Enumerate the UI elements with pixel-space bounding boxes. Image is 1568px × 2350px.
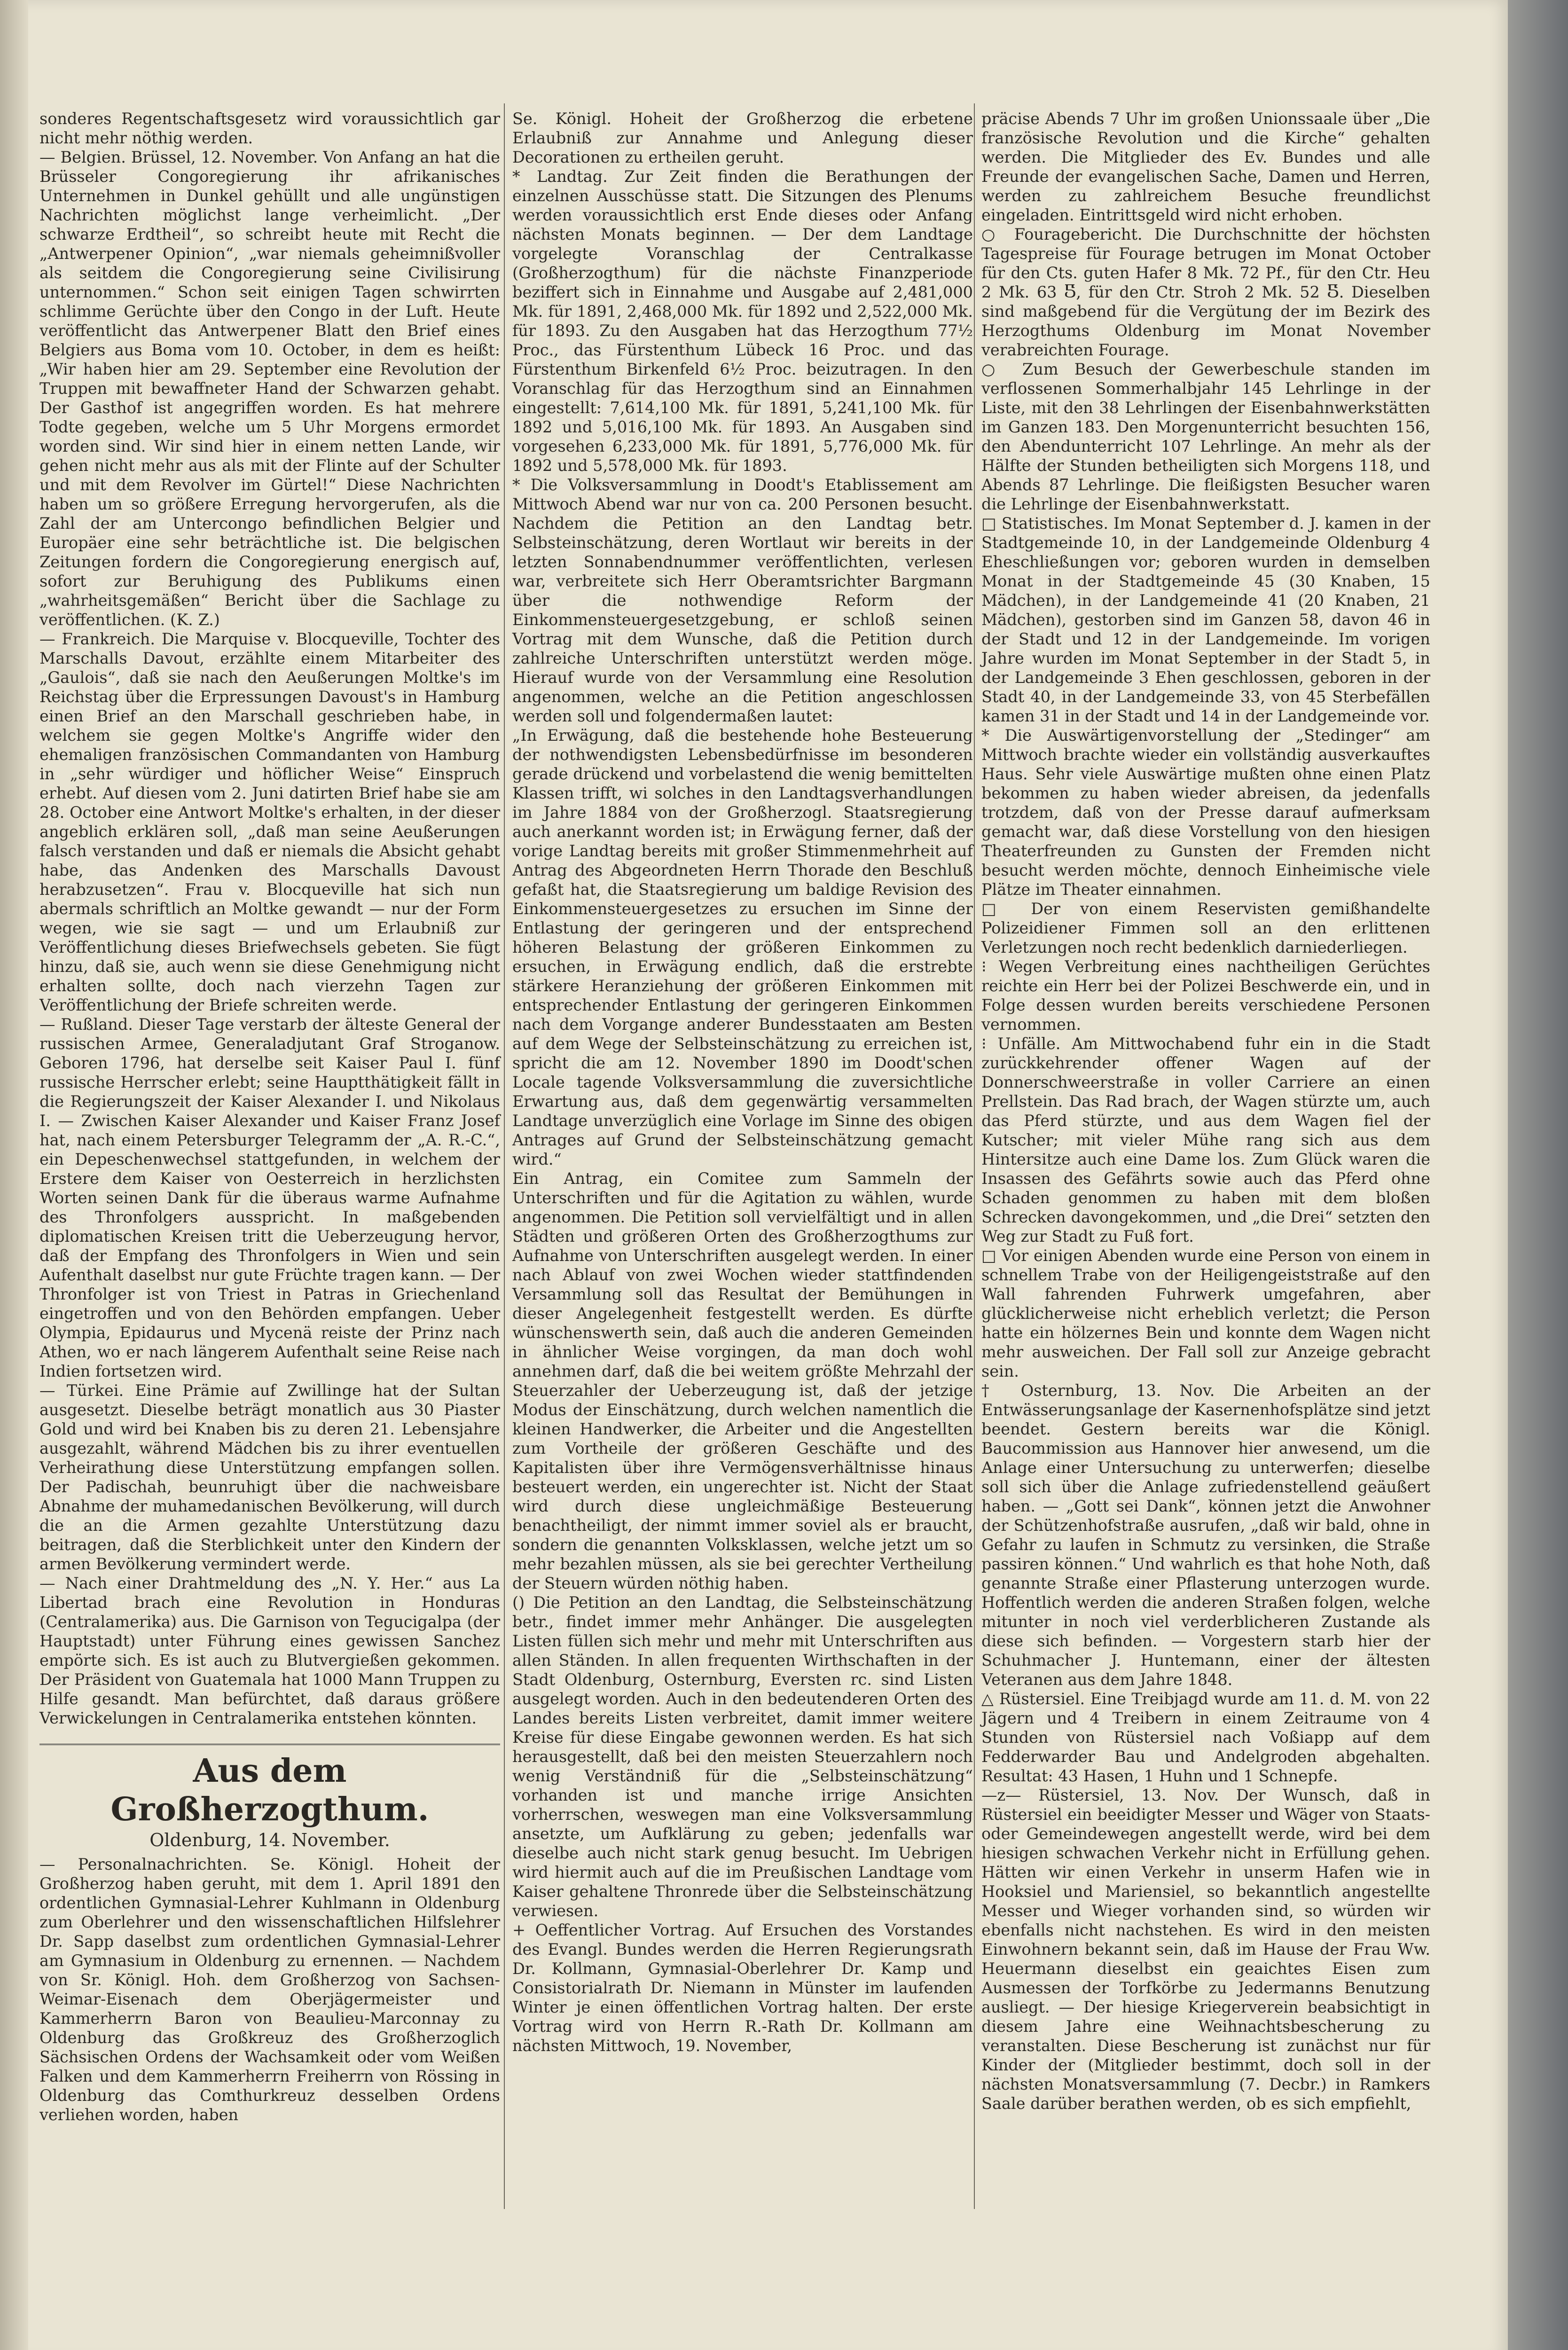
column-3 — [981, 109, 1430, 2113]
paragraph: * Die Volksversammlung in Doodt's Etablissement am Mittwoch Abend war nur von ca. 200 Personen besucht. Nachdem die Petition an den Landtag betr. Selbsteinschätzung, deren Wortlaut wir bereits in der letzten Sonnabendnummer veröffentlichten, verlesen war, verbreitete sich Herr Oberamtsrichter Bargmann über die nothwendige Reform der Einkommensteuergesetzgebung, er schloß seinen Vortrag mit dem Wunsche, daß die Petition durch zahlreiche Unterschriften unterstützt werden möge. Hierauf wurde von der Versammlung eine Resolution angenommen, welche an die Petition angeschlossen werden soll und folgendermaßen lautet: — [512, 476, 973, 725]
paragraph: □ Statistisches. Im Monat September d. J. kamen in der Stadtgemeinde 10, in der Landgemeinde Oldenburg 4 Eheschließungen vor; geboren wurden in demselben Monat in der Stadtgemeinde 45 (30 Knaben, 15 Mädchen), in der Landgemeinde 41 (20 Knaben, 21 Mädchen), gestorben sind im Ganzen 58, davon 46 in der Stadt und 12 in der Landgemeinde. Im vorigen Jahre wurden im Monat September in der Stadt 5, in der Landgemeinde 3 Ehen geschlossen, geboren in der Stadt 40, in der Landgemeinde 33, von 45 Sterbefällen kamen 31 in der Stadt und 14 in der Landgemeinde vor. — [981, 514, 1430, 725]
page-binding — [0, 0, 28, 2350]
paragraph: Se. Königl. Hoheit der Großherzog die erbetene Erlaubniß zur Annahme und Anlegung dieser Decorationen zu ertheilen geruht. — [512, 110, 973, 166]
paragraph: —z— Rüstersiel, 13. Nov. Der Wunsch, daß in Rüstersiel ein beeidigter Messer und Wäger von Staats- oder Gemeindewegen angestellt werde, wird bei dem hiesigen schwachen Verkehr nicht in Erfüllung gehen. Hätten wir einen Verkehr in unserm Hafen wie in Hooksiel und Mariensiel, so bekanntlich angestellte Messer und Wieger vorhanden sind, so würden wir ebenfalls nicht nachstehen. Es wird in den meisten Einwohnern bekannt sein, daß im Hause der Frau Ww. Heuermann dieselbst ein geaichtes Eisen zum Ausmessen der Torfkörbe zu Jedermanns Benutzung ausliegt. — Der hiesige Kriegerverein beabsichtigt in diesem Jahre eine Weihnachtsbescherung zu veranstalten. Diese Bescherung ist zunächst nur für Kinder der (Mitglieder bestimmt, doch soll in der nächsten Monatsversammlung (7. Decbr.) in Ramkers Saale darüber berathen werden, ob es sich empfiehlt, — [981, 1786, 1430, 2113]
paragraph: — Personalnachrichten. Se. Königl. Hoheit der Großherzog haben geruht, mit dem 1. April 1891 den ordentlichen Gymnasial-Lehrer Kuhlmann in Oldenburg zum Oberlehrer und den wissenschaftlichen Hilfslehrer Dr. Sapp daselbst zum ordentlichen Gymnasial-Lehrer am Gymnasium in Oldenburg zu ernennen. — Nachdem von Sr. Königl. Hoh. dem Großherzog von Sachsen-Weimar-Eisenach dem Oberjägermeister und Kammerherrn Baron von Beaulieu-Marconnay zu Oldenburg das Großkreuz des Großherzoglich Sächsischen Ordens der Wachsamkeit oder vom Weißen Falken und dem Kammerherrn Freiherrn von Rössing in Oldenburg das Comthurkreuz desselben Ordens verliehen worden, haben — [39, 1855, 500, 2124]
column-rule — [974, 103, 975, 2209]
paragraph: Ein Antrag, ein Comitee zum Sammeln der Unterschriften und für die Agitation zu wählen, wurde angenommen. Die Petition soll vervielfältigt und in allen Städten und größeren Orten des Großherzogthums zur Aufnahme von Unterschriften ausgelegt werden. In einer nach Ablauf von zwei Wochen wieder stattfindenden Versammlung soll das Resultat der Bemühungen in dieser Angelegenheit festgestellt werden. Es dürfte wünschenswerth sein, daß auch die anderen Gemeinden in ähnlicher Weise vorgingen, da man doch wohl annehmen darf, daß die bei weitem größte Mehrzahl der Steuerzahler der Ueberzeugung ist, daß der jetzige Modus der Einschätzung, durch welchen namentlich die kleinen Handwerker, die Arbeiter und die Angestellten zum Vortheile der größeren Geschäfte und des Kapitalisten über ihre Vermögensverhältnisse hinaus besteuert werden, ein ungerechter ist. Nicht der Staat wird durch diese ungleichmäßige Besteuerung benachtheiligt, der nimmt immer soviel als er braucht, sondern die genannten Volksklassen, welche jetzt um so mehr bezahlen müssen, als sie bei gerechter Vertheilung der Steuern würden nöthig haben. — [512, 1169, 973, 1592]
paragraph: ⁝ Wegen Verbreitung eines nachtheiligen Gerüchtes reichte ein Herr bei der Polizei Beschwerde ein, und in Folge dessen wurden bereits verschiedene Personen vernommen. — [981, 957, 1430, 1034]
paragraph: ⁝ Unfälle. Am Mittwochabend fuhr ein in die Stadt zurückkehrender offener Wagen auf der Donnerschweerstraße in voller Carriere an einen Prellstein. Das Rad brach, der Wagen stürzte um, auch das Pferd stürzte, und aus dem Wagen fiel der Kutscher; mit vieler Mühe rang sich aus dem Hintersitze auch eine Dame los. Zum Glück waren die Insassen des Gefährts sowie auch das Pferd ohne Schaden genommen zu haben mit dem bloßen Schrecken davongekommen, und „die Drei“ setzten den Weg zur Stadt zu Fuß fort. — [981, 1034, 1430, 1246]
paragraph: □ Der von einem Reservisten gemißhandelte Polizeidiener Fimmen soll an den erlittenen Verletzungen noch recht bedenklich darniederliegen. — [981, 900, 1430, 956]
paragraph: + Oeffentlicher Vortrag. Auf Ersuchen des Vorstandes des Evangl. Bundes werden die Herren Regierungsrath Dr. Kollmann, Gymnasial-Oberlehrer Dr. Kamp und Consistorialrath Dr. Niemann in Münster im laufenden Winter je einen öffentlichen Vortrag halten. Der erste Vortrag wird von Herrn R.-Rath Dr. Kollmann am nächsten Mittwoch, 19. November, — [512, 1921, 973, 2055]
paragraph: * Die Auswärtigenvorstellung der „Stedinger“ am Mittwoch brachte wieder ein vollständig ausverkauftes Haus. Sehr viele Auswärtige mußten ohne einen Platz bekommen zu haben wieder abreisen, da jedenfalls trotzdem, daß von der Presse darauf aufmerksam gemacht war, daß diese Vorstellung von den hiesigen Theaterfreunden zu Gunsten der Fremden nicht besucht werden möchte, dennoch Einheimische viele Plätze im Theater einnahmen. — [981, 726, 1430, 899]
paragraph: () Die Petition an den Landtag, die Selbsteinschätzung betr., findet immer mehr Anhänger. Die ausgelegten Listen füllen sich mehr und mehr mit Unterschriften aus allen Ständen. In allen frequenten Wirthschaften in der Stadt Oldenburg, Osternburg, Eversten rc. sind Listen ausgelegt worden. Auch in den bedeutenderen Orten des Landes bereits Listen verbreitet, damit immer weitere Kreise für diese Eingabe gewonnen werden. Es hat sich herausgestellt, daß bei den meisten Steuerzahlern noch wenig Verständniß für die „Selbsteinschätzung“ vorhanden ist und manche irrige Ansichten vorherrschen, weswegen man eine Volksversammlung ansetzte, um Aufklärung zu geben; jedenfalls war dieselbe auch nicht stark genug besucht. Im Uebrigen wird hiermit auch auf die im Preußischen Landtage vom Kaiser gehaltene Thronrede über die Selbsteinschätzung verwiesen. — [512, 1593, 973, 1920]
paragraph: — Belgien. Brüssel, 12. November. Von Anfang an hat die Brüsseler Congoregierung ihr afrikanisches Unternehmen in Dunkel gehüllt und alle ungünstigen Nachrichten möglichst lange verheimlicht. „Der schwarze Erdtheil“, so schreibt heute mit Recht die „Antwerpener Opinion“, „war niemals geheimnißvoller als seitdem die Congoregierung seine Civilisirung unternommen.“ Schon seit einigen Tagen schwirrten schlimme Gerüchte über den Congo in der Luft. Heute veröffentlicht das Antwerpener Blatt den Brief eines Belgiers aus Boma vom 10. October, in dem es heißt: „Wir haben hier am 29. September eine Revolution der Truppen mit bewaffneter Hand der Schwarzen gehabt. Der Gasthof ist angegriffen worden. Es hat mehrere Todte gegeben, welche um 5 Uhr Morgens ermordet worden sind. Wir sind hier in einem netten Lande, wir gehen nicht mehr aus als mit der Flinte auf der Schulter und mit dem Revolver im Gürtel!“ Diese Nachrichten haben um so größere Erregung hervorgerufen, als die Zahl der am Untercongo befindlichen Belgier und Europäer eine sehr beträchtliche ist. Die belgischen Zeitungen fordern die Congoregierung energisch auf, sofort zur Beruhigung des Publikums einen „wahrheitsgemäßen“ Bericht über die Sachlage zu veröffentlichen. (K. Z.) — [39, 148, 500, 629]
paragraph: * Landtag. Zur Zeit finden die Berathungen der einzelnen Ausschüsse statt. Die Sitzungen des Plenums werden voraussichtlich erst Ende dieses oder Anfang nächsten Monats beginnen. — Der dem Landtage vorgelegte Voranschlag der Centralkasse (Großherzogthum) für die nächste Finanzperiode beziffert sich in Einnahme und Ausgabe auf 2,481,000 Mk. für 1891, 2,468,000 Mk. für 1892 und 2,522,000 Mk. für 1893. Zu den Ausgaben hat das Herzogthum 77½ Proc., das Fürstenthum Lübeck 16 Proc. und das Fürstenthum Birkenfeld 6½ Proc. beizutragen. In den Voranschlag für das Herzogthum sind an Einnahmen eingestellt: 7,614,100 Mk. für 1891, 5,241,100 Mk. für 1892 und 5,016,100 Mk. für 1893. An Ausgaben sind vorgesehen 6,233,000 Mk. für 1891, 5,776,000 Mk. für 1892 und 5,578,000 Mk. für 1893. — [512, 167, 973, 475]
paragraph: □ Vor einigen Abenden wurde eine Person von einem in schnellem Trabe von der Heiligengeiststraße auf den Wall fahrenden Fuhrwerk umgefahren, aber glücklicherweise nicht erheblich verletzt; die Person hatte ein hölzernes Bein und konnte dem Wagen nicht mehr ausweichen. Der Fall soll zur Anzeige gebracht sein. — [981, 1246, 1430, 1380]
paragraph: — Nach einer Drahtmeldung des „N. Y. Her.“ aus La Libertad brach eine Revolution in Honduras (Centralamerika) aus. Die Garnison von Tegucigalpa (der Hauptstadt) unter Führung eines gewissen Sanchez empörte sich. Es ist auch zu Blutvergießen gekommen. Der Präsident von Guatemala hat 1000 Mann Truppen zu Hilfe gesandt. Man befürchtet, daß daraus größere Verwickelungen in Centralamerika entstehen könnten. — [39, 1574, 500, 1727]
resolution-quote: „In Erwägung, daß die bestehende hohe Besteuerung der nothwendigsten Lebensbedürfnisse im besonderen gerade drückend und vorbelastend die wenig bemittelten Klassen trifft, wi solches in den Landtagsverhandlungen im Jahre 1884 von der Großherzogl. Staatsregierung auch anerkannt worden ist; in Erwägung ferner, daß der vorige Landtag bereits mit großer Stimmenmehrheit auf Antrag des Abgeordneten Herrn Thorade den Beschluß gefaßt hat, die Staatsregierung um baldige Revision des Einkommensteuergesetzes zu ersuchen im Sinne der Entlastung der geringeren und der entsprechend höheren Belastung der größeren Einkommen zu ersuchen, in Erwägung endlich, daß die erstrebte stärkere Heranziehung der größeren Einkommen mit entsprechender Entlastung der geringeren Einkommen nach dem Vorgange anderer Bundesstaaten am Besten auf dem Wege der Selbsteinschätzung zu erreichen ist, spricht die am 12. November 1890 im Doodt'schen Locale tagende Volksversammlung die zuversichtliche Erwartung aus, daß dem gegenwärtig versammelten Landtage unverzüglich eine Vorlage im Sinne des obigen Antrages auf Grund der Selbsteinschätzung gemacht wird.“ — [512, 726, 973, 1168]
paragraph: △ Rüstersiel. Eine Treibjagd wurde am 11. d. M. von 22 Jägern und 4 Treibern in einem Zeitraume von 4 Stunden von Rüstersiel nach Voßiapp auf dem Fedderwarder Bau und Andelgroden abgehalten. Resultat: 43 Hasen, 1 Huhn und 1 Schnepfe. — [981, 1690, 1430, 1785]
paragraph: — Türkei. Eine Prämie auf Zwillinge hat der Sultan ausgesetzt. Dieselbe beträgt monatlich aus 30 Piaster Gold und wird bei Knaben bis zu deren 21. Lebensjahre ausgezahlt, während Mädchen bis zu ihrer eventuellen Verheirathung diese Unterstützung empfangen sollen. Der Padischah, beunruhigt über die nachweisbare Abnahme der muhamedanischen Bevölkerung, will durch die an die Armen gezahlte Unterstützung dazu beitragen, daß die Sterblichkeit unter den Kindern der armen Bevölkerung vermindert werde. — [39, 1381, 500, 1573]
paragraph: sonderes Regentschaftsgesetz wird voraussichtlich gar nicht mehr nöthig werden. — [39, 110, 500, 147]
paragraph: präcise Abends 7 Uhr im großen Unionssaale über „Die französische Revolution und die Kirche“ gehalten werden. Die Mitglieder des Ev. Bundes und alle Freunde der evangelischen Sache, Damen und Herren, werden zu zahlreichem Besuche freundlichst eingeladen. Eintrittsgeld wird nicht erhoben. — [981, 110, 1430, 224]
column-rule — [504, 103, 505, 2209]
column-2 — [512, 109, 973, 2055]
paragraph: ○ Fouragebericht. Die Durchschnitte der höchsten Tagespreise für Fourage betrugen im Monat October für den Cts. guten Hafer 8 Mk. 72 Pf., für den Ctr. Heu 2 Mk. 63 Ⴝ, für den Ctr. Stroh 2 Mk. 52 Ⴝ. Dieselben sind maßgebend für die Vergütung der im Bezirk des Herzogthums Oldenburg im Monat November verabreichten Fourage. — [981, 225, 1430, 359]
dateline: Oldenburg, 14. November. — [149, 1830, 390, 1850]
paragraph: ○ Zum Besuch der Gewerbeschule standen im verflossenen Sommerhalbjahr 145 Lehrlinge in der Liste, mit den 38 Lehrlingen der Eisenbahnwerkstätten im Ganzen 183. Den Morgenunterricht besuchten 156, den Abendunterricht 107 Lehrlinge. An mehr als der Hälfte der Stunden betheiligten sich Morgens 118, und Abends 87 Lehrlinge. Die fleißigsten Besucher waren die Lehrlinge der Eisenbahnwerkstatt. — [981, 360, 1430, 513]
paragraph: — Rußland. Dieser Tage verstarb der älteste General der russischen Armee, Generaladjutant Graf Stroganow. Geboren 1796, hat derselbe seit Kaiser Paul I. fünf russische Herrscher erlebt; seine Hauptthätigkeit fällt in die Regierungszeit der Kaiser Alexander I. und Nikolaus I. — Zwischen Kaiser Alexander und Kaiser Franz Josef hat, nach einem Petersburger Telegramm der „A. R.-C.“, ein Depeschenwechsel stattgefunden, in welchem der Erstere dem Kaiser von Oesterreich in herzlichsten Worten seinen Dank für die überaus warme Aufnahme des Thronfolgers ausspricht. In maßgebenden diplomatischen Kreisen tritt die Ueberzeugung hervor, daß der Empfang des Thronfolgers in Wien und sein Aufenthalt daselbst nur gute Früchte tragen kann. — Der Thronfolger ist von Triest in Patras in Griechenland eingetroffen und von den Behörden empfangen. Ueber Olympia, Epidaurus und Mycenä reiste der Prinz nach Athen, wo er nach längerem Aufenthalt seine Reise nach Indien fortsetzen wird. — [39, 1015, 500, 1380]
paragraph: — Frankreich. Die Marquise v. Blocqueville, Tochter des Marschalls Davout, erzählte einem Mitarbeiter des „Gaulois“, daß sie nach den Aeußerungen Moltke's im Reichstag über die Erpressungen Davoust's in Hamburg einen Brief an den Marschall geschrieben habe, in welchem sie gegen Moltke's Angriffe wider den ehemaligen französischen Commandanten von Hamburg in „sehr würdiger und höflicher Weise“ Einspruch erhebt. Auf diesen vom 2. Juni datirten Brief habe sie am 28. October eine Antwort Moltke's erhalten, in der dieser angeblich erklären soll, „daß man seine Aeußerungen falsch verstanden und daß er niemals die Absicht gehabt habe, das Andenken des Marschalls Davoust herabzusetzen“. Frau v. Blocqueville hat sich nun abermals schriftlich an Moltke gewandt — nur der Form wegen, wie sie sagt — und um Erlaubniß zur Veröffentlichung dieses Briefwechsels gebeten. Sie fügt hinzu, daß sie, auch wenn sie diese Genehmigung nicht erhalten sollte, doch nach vierzehn Tagen zur Veröffentlichung der Briefe schreiten werde. — [39, 630, 500, 1014]
section-heading: Aus dem Großherzogthum. — [39, 1744, 500, 1829]
page-edge — [1508, 0, 1568, 2350]
column-1 — [39, 109, 500, 2124]
paragraph: † Osternburg, 13. Nov. Die Arbeiten an der Entwässerungsanlage der Kasernenhofsplätze sind jetzt beendet. Gestern bereits war die Königl. Baucommission aus Hannover hier anwesend, um die Anlage einer Untersuchung zu unterwerfen; dieselbe soll sich über die Anlage zufriedenstellend geäußert haben. — „Gott sei Dank“, können jetzt die Anwohner der Schützenhofstraße ausrufen, „daß wir bald, ohne in Gefahr zu laufen in Schmutz zu versinken, die Straße passiren können.“ Und wahrlich es that hohe Noth, daß genannte Straße einer Pflasterung unterzogen wurde. Hoffentlich werden die anderen Straßen folgen, welche mitunter in noch viel verderblicheren Zustande als diese sich befinden. — Vorgestern starb hier der Schuhmacher J. Huntemann, einer der ältesten Veteranen aus dem Jahre 1848. — [981, 1381, 1430, 1689]
